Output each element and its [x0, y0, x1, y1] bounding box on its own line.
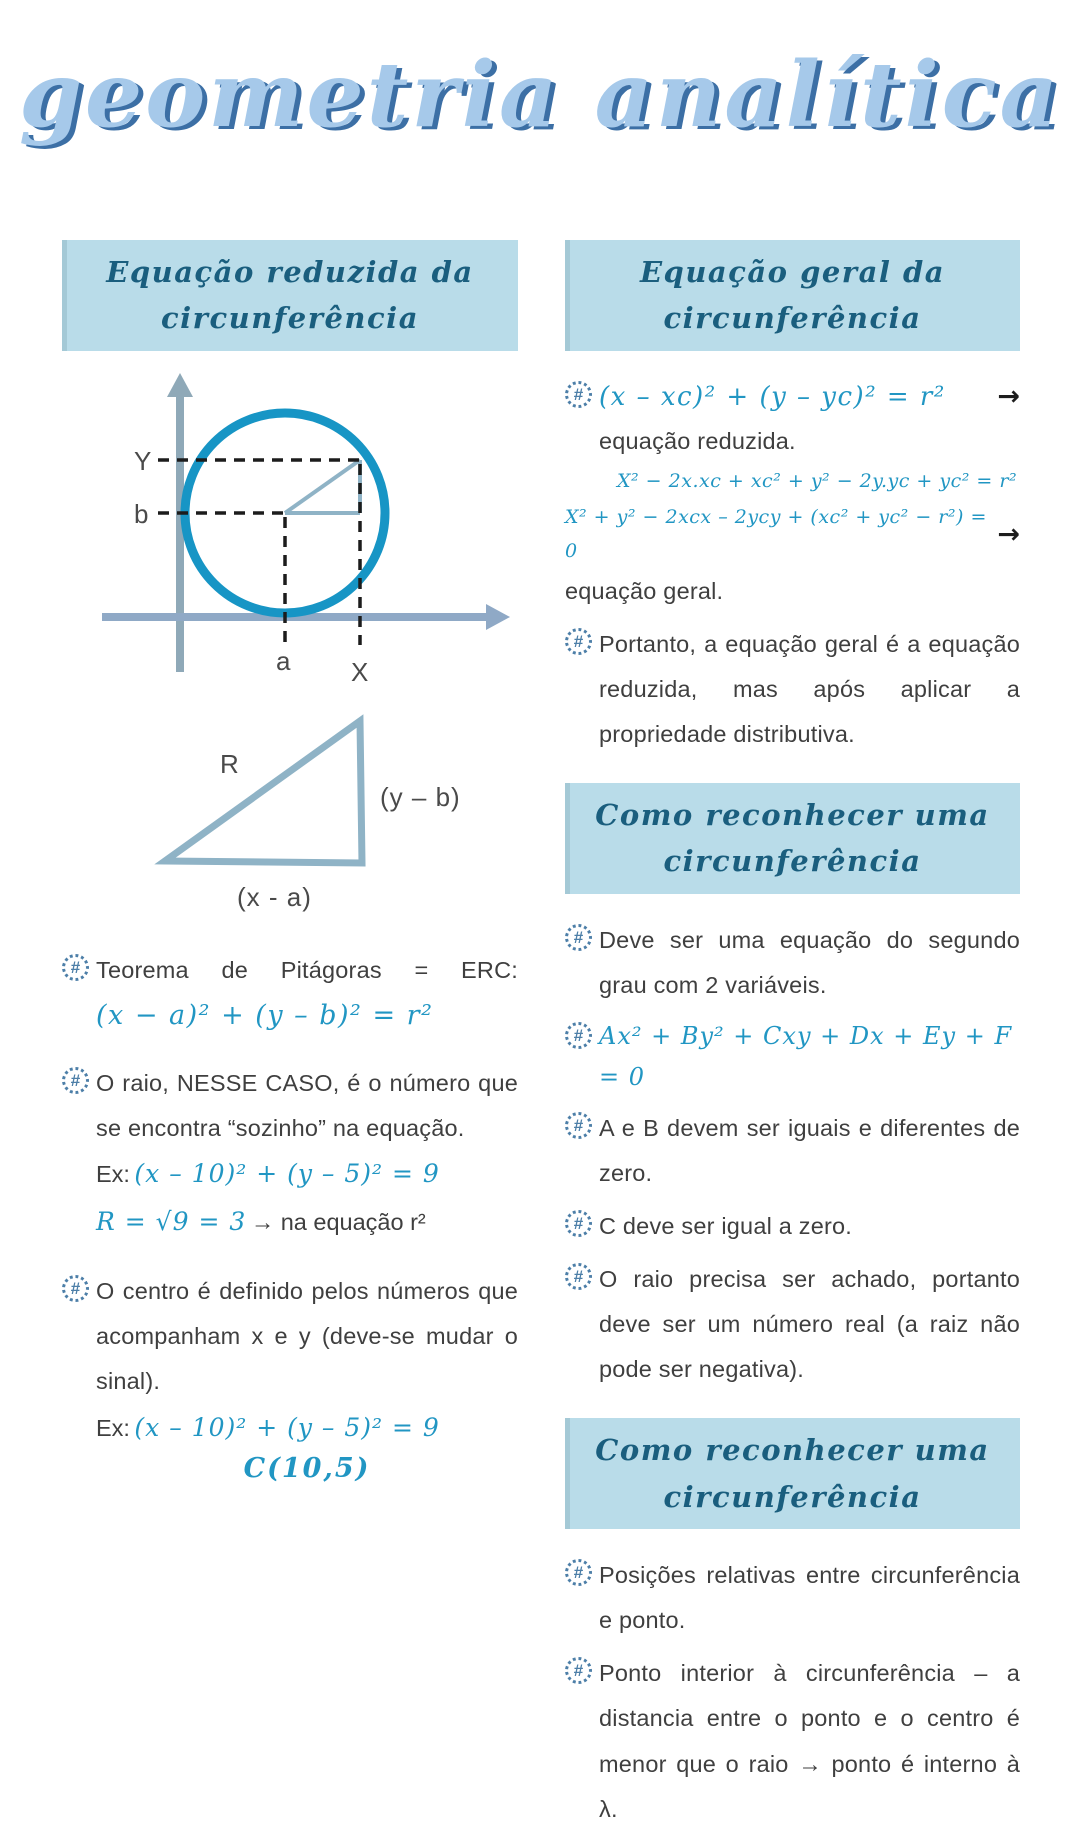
label-x: X — [351, 656, 370, 687]
label-horizontal-leg: (x - a) — [237, 881, 312, 912]
reduced-equation-row — [599, 375, 1020, 419]
label-hypotenuse: R — [220, 748, 240, 779]
c-text: C deve ser igual a zero. — [599, 1212, 852, 1239]
recognize-degree-note — [565, 918, 1020, 1008]
label-vertical-leg: (y – b) — [380, 781, 461, 812]
hashtag-bullet-icon: # — [62, 1275, 89, 1302]
general-equation: X² + y² − 2xcx – 2ycy + (xc² + yc² − r²) = 0 — [565, 506, 987, 563]
label-a: a — [276, 645, 292, 676]
header-general-equation: Equação geral da circunferência — [565, 240, 1020, 351]
x-axis-arrowhead — [486, 604, 510, 630]
circle-diagram — [62, 367, 518, 687]
center-text: O centro é definido pelos números que acompanham x e y (deve-se mudar o sinal). — [96, 1278, 518, 1395]
hashtag-bullet-icon: # — [565, 1210, 592, 1237]
arrow-icon: → — [997, 381, 1020, 413]
hashtag-bullet-icon: # — [565, 1022, 592, 1049]
hashtag-bullet-icon: # — [565, 1263, 592, 1290]
radius-hypotenuse — [285, 460, 360, 513]
radius-result-line — [96, 1197, 518, 1247]
triangle-diagram — [62, 701, 518, 926]
left-column — [62, 240, 518, 1484]
reduced-equation-label: equação reduzida. — [599, 427, 796, 454]
label-y: Y — [134, 445, 153, 476]
expanded-equation: X² − 2x.xc + xc² + y² − 2y.yc + yc² = r² — [617, 470, 1018, 493]
example-prefix: Ex: — [96, 1161, 130, 1187]
portanto-text: Portanto, a equação geral é a equação reduzida, mas após aplicar a propriedade distributiva. — [599, 630, 1020, 747]
general-form-note — [565, 1016, 1020, 1098]
center-example-line — [96, 1405, 518, 1451]
page-title: geometria analítica — [19, 42, 1061, 148]
header-reduced-equation: Equação reduzida da circunferência — [62, 240, 518, 351]
radius-value-equation: R = √9 = 3 — [96, 1207, 247, 1237]
radius-example-line — [96, 1151, 518, 1197]
center-point: C(10,5) — [243, 1452, 371, 1484]
ab-text: A e B devem ser iguais e diferentes de zero. — [599, 1114, 1020, 1186]
radius-note — [62, 1061, 518, 1247]
hashtag-bullet-icon: # — [565, 1112, 592, 1139]
hashtag-bullet-icon: # — [565, 381, 592, 408]
reduced-circle-equation: (x − a)² + (y – b)² = r² — [96, 999, 434, 1031]
raio-note — [565, 1257, 1020, 1392]
raio-text: O raio precisa ser achado, portanto deve ser um número real (a raiz não pode ser negativa). — [599, 1266, 1020, 1383]
recognize-degree-text: Deve ser uma equação do segundo grau com 2 variáveis. — [599, 926, 1020, 998]
hashtag-bullet-icon: # — [62, 954, 89, 981]
radius-text: O raio, NESSE CASO, é o número que se encontra “sozinho” na equação. — [96, 1069, 518, 1141]
pythagoras-note — [62, 948, 518, 1039]
center-example-equation: (x – 10)² + (y – 5)² = 9 — [134, 1412, 440, 1442]
header-recognize-circumference: Como reconhecer uma circunferência — [565, 783, 1020, 894]
portanto-note — [565, 622, 1020, 757]
hashtag-bullet-icon: # — [565, 628, 592, 655]
radius-example-equation: (x – 10)² + (y – 5)² = 9 — [134, 1159, 440, 1188]
relative-positions-text: Posições relativas entre circunferência e ponto. — [599, 1562, 1020, 1634]
relative-positions-note — [565, 1553, 1020, 1643]
general-equation-label: equação geral. — [565, 577, 724, 604]
interior-point-text: Ponto interior à circunferência – a distancia entre o ponto e o centro é menor que o raio → ponto é interno à λ. — [599, 1660, 1020, 1822]
ab-note — [565, 1106, 1020, 1196]
label-b: b — [134, 498, 150, 529]
right-triangle — [165, 721, 362, 863]
example-prefix: Ex: — [96, 1414, 130, 1441]
right-column — [565, 240, 1020, 1832]
general-equation-row — [565, 500, 1020, 568]
hashtag-bullet-icon: # — [62, 1067, 89, 1094]
radius-result-note: → na equação r² — [250, 1209, 426, 1236]
c-note — [565, 1204, 1020, 1249]
interior-point-note — [565, 1651, 1020, 1831]
hashtag-bullet-icon: # — [565, 924, 592, 951]
general-form-equation: Ax² + By² + Cxy + Dx + Ey + F = 0 — [599, 1022, 1013, 1091]
hashtag-bullet-icon: # — [565, 1559, 592, 1586]
hashtag-bullet-icon: # — [565, 1657, 592, 1684]
general-equation-note — [565, 375, 1020, 498]
arrow-icon: → — [997, 518, 1020, 550]
pythagoras-text: Teorema de Pitágoras = ERC: — [96, 956, 518, 983]
y-axis-arrowhead — [167, 373, 193, 397]
center-note — [62, 1269, 518, 1484]
reduced-equation: (x – xc)² + (y – yc)² = r² — [599, 381, 946, 412]
header-relative-positions: Como reconhecer uma circunferência — [565, 1418, 1020, 1529]
